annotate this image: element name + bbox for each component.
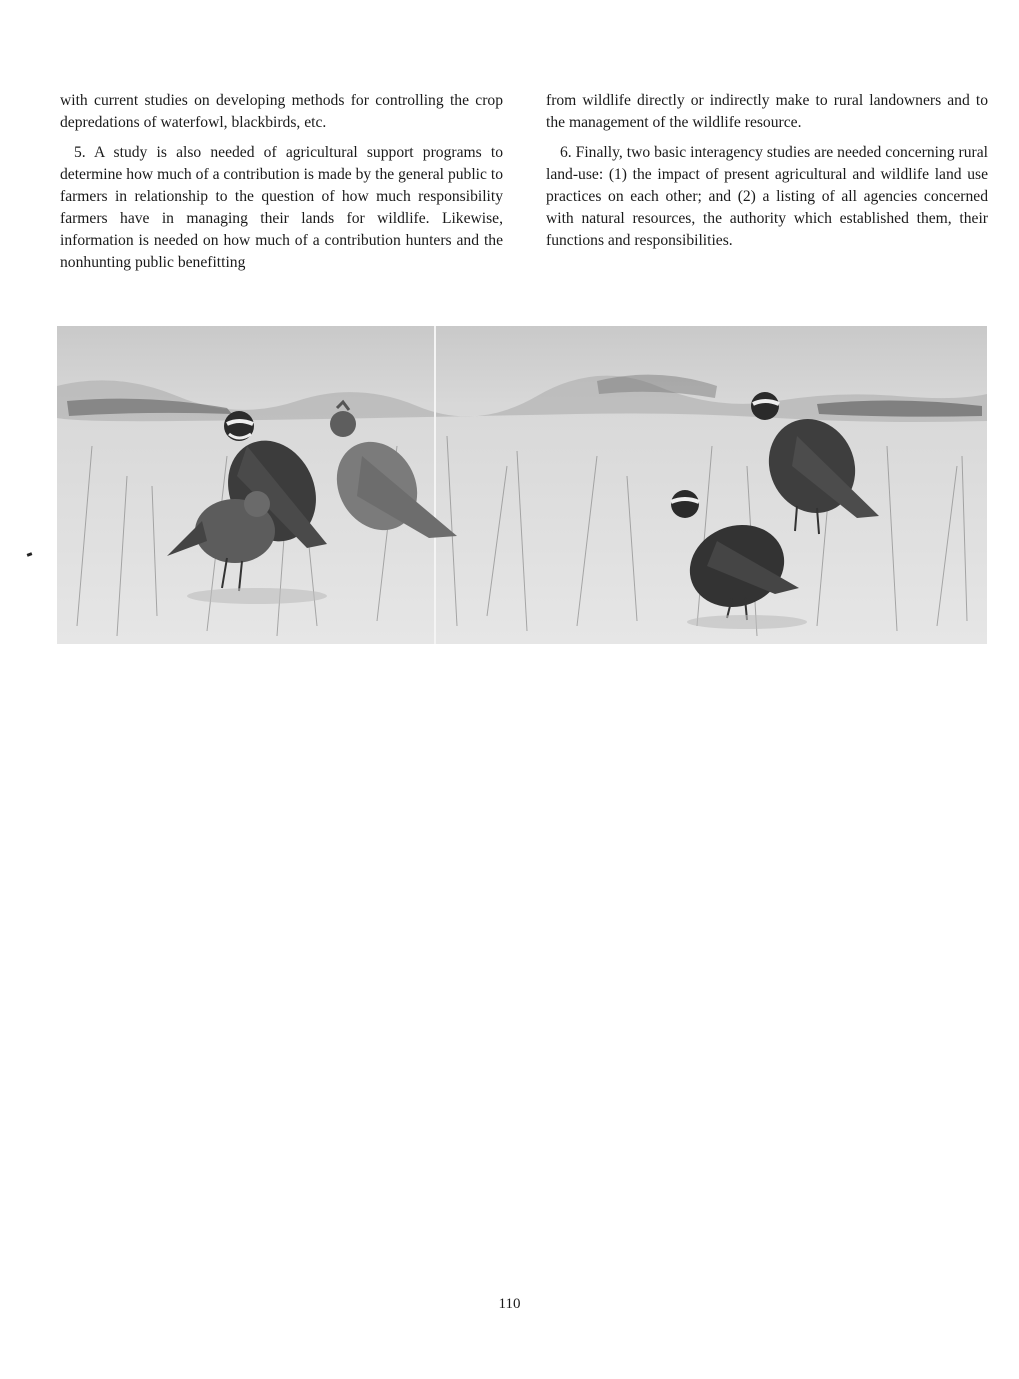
right-paragraph-2: 6. Finally, two basic interagency studies are needed concerning rural land-use: (1) the impact of present agricultural and wildlife land use practices on each other; and (2) a listing of all agencies concerned with natural resources, the authority which established them, their functions and responsibilities.: [546, 144, 988, 249]
left-paragraph-2: 5. A study is also needed of agricultural support programs to determine how much of a contribution is made by the general public to farmers in relationship to the question of how much responsibility farmers have in managing their lands for wildlife. Likewise, information is needed on how much of a contribution hunters and the nonhunting public benefitting: [60, 144, 503, 271]
left-text-column: [60, 90, 503, 282]
print-speck: [27, 552, 33, 557]
left-paragraph-1: with current studies on developing methods for controlling the crop depredations of waterfowl, blackbirds, etc.: [60, 92, 503, 131]
right-text-column: [546, 90, 988, 260]
page-number: 110: [498, 1296, 521, 1312]
quail-photograph: [57, 326, 987, 644]
right-paragraph-1: from wildlife directly or indirectly make to rural landowners and to the management of the wildlife resource.: [546, 92, 988, 131]
